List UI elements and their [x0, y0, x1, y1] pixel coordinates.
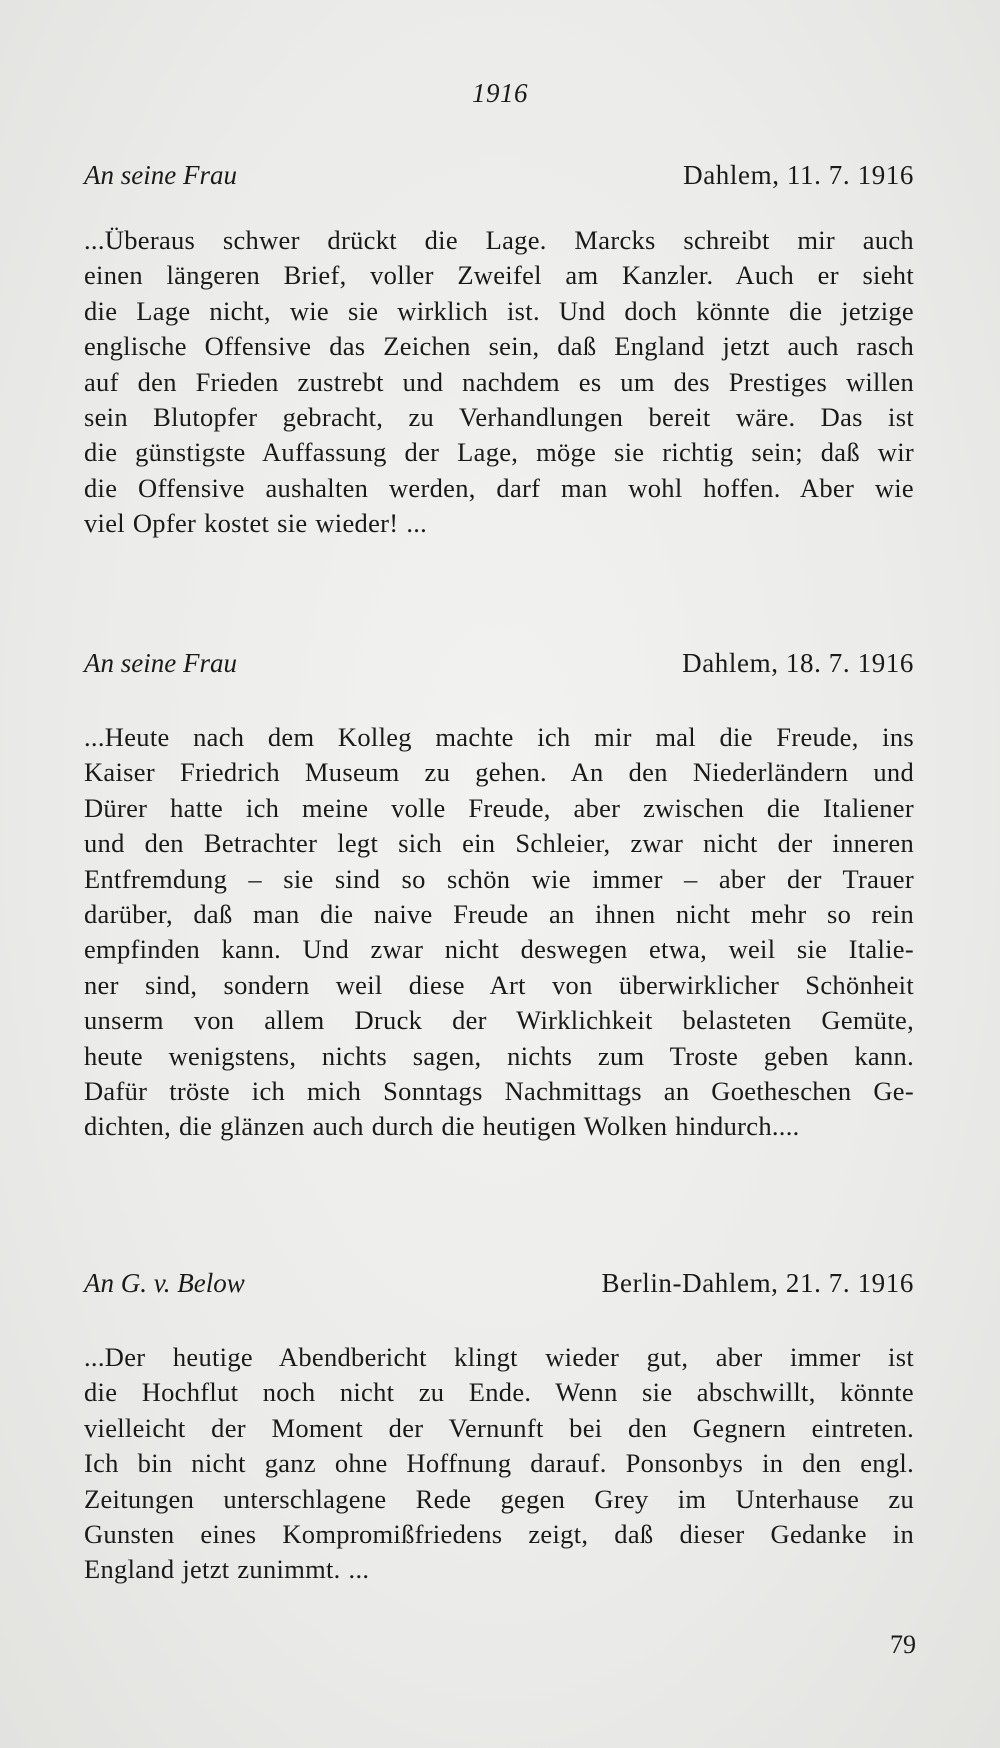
letter-heading	[84, 160, 914, 191]
text-line: ...Heute nach dem Kolleg machte ich mir mal die Freude, ins	[84, 722, 914, 752]
letter-body	[84, 223, 914, 542]
page-number: 79	[890, 1630, 916, 1659]
text-line: ...Der heutige Abendbericht klingt wieder gut, aber immer ist	[84, 1342, 914, 1372]
text-line: Entfremdung – sie sind so schön wie immer – aber der Trauer	[84, 863, 914, 894]
letter-heading	[84, 1268, 914, 1299]
text-line: Dürer hatte ich meine volle Freude, aber zwischen die Italiener	[84, 792, 914, 823]
letter-body	[84, 1340, 914, 1588]
text-line: die günstigste Auffassung der Lage, möge sie richtig sein; daß wir	[84, 437, 914, 468]
text-line: Dafür tröste ich mich Sonntags Nachmittags an Goetheschen Ge-	[84, 1075, 914, 1106]
letter-recipient: An seine Frau	[84, 160, 237, 190]
text-line: Zeitungen unterschlagene Rede gegen Grey im Unterhause zu	[84, 1483, 914, 1514]
letter-place-date: Dahlem, 18. 7. 1916	[682, 648, 914, 678]
text-line: darüber, daß man die naive Freude an ihnen nicht mehr so rein	[84, 898, 914, 929]
text-line: englische Offensive das Zeichen sein, daß England jetzt auch rasch	[84, 331, 914, 362]
text-line: Ich bin nicht ganz ohne Hoffnung darauf. Ponsonbys in den engl.	[84, 1448, 914, 1479]
text-line: unserm von allem Druck der Wirklichkeit belasteten Gemüte,	[84, 1005, 914, 1036]
text-line: die Offensive aushalten werden, darf man wohl hoffen. Aber wie	[84, 472, 914, 503]
text-line: vielleicht der Moment der Vernunft bei den Gegnern eintreten.	[84, 1412, 914, 1443]
running-head: 1916	[472, 78, 528, 108]
text-line: viel Opfer kostet sie wieder! ...	[84, 508, 428, 539]
letter-recipient: An seine Frau	[84, 648, 237, 678]
text-line: ner sind, sondern weil diese Art von überwirklicher Schönheit	[84, 969, 914, 1000]
text-line: die Lage nicht, wie sie wirklich ist. Und doch könnte die jetzige	[84, 295, 914, 326]
letter-body	[84, 720, 914, 1145]
text-line: ...Überaus schwer drückt die Lage. Marcks schreibt mir auch	[84, 225, 914, 255]
letter-heading	[84, 648, 914, 679]
text-line: sein Blutopfer gebracht, zu Verhandlungen bereit wäre. Das ist	[84, 401, 914, 432]
text-line: heute wenigstens, nichts sagen, nichts zum Troste geben kann.	[84, 1040, 914, 1071]
text-line: England jetzt zunimmt. ...	[84, 1554, 370, 1585]
text-line: einen längeren Brief, voller Zweifel am Kanzler. Auch er sieht	[84, 260, 914, 291]
text-line: dichten, die glänzen auch durch die heutigen Wolken hindurch....	[84, 1111, 800, 1142]
text-line: die Hochflut noch nicht zu Ende. Wenn sie abschwillt, könnte	[84, 1377, 914, 1408]
letter-place-date: Berlin-Dahlem, 21. 7. 1916	[601, 1268, 914, 1298]
text-line: und den Betrachter legt sich ein Schleier, zwar nicht der inneren	[84, 828, 914, 859]
letter-recipient: An G. v. Below	[84, 1268, 245, 1298]
text-line: Gunsten eines Kompromißfriedens zeigt, daß dieser Gedanke in	[84, 1518, 914, 1549]
text-line: empfinden kann. Und zwar nicht deswegen etwa, weil sie Italie-	[84, 934, 914, 965]
letter-place-date: Dahlem, 11. 7. 1916	[683, 160, 914, 190]
text-line: Kaiser Friedrich Museum zu gehen. An den Niederländern und	[84, 757, 914, 788]
text-line: auf den Frieden zustrebt und nachdem es um des Prestiges willen	[84, 366, 914, 397]
